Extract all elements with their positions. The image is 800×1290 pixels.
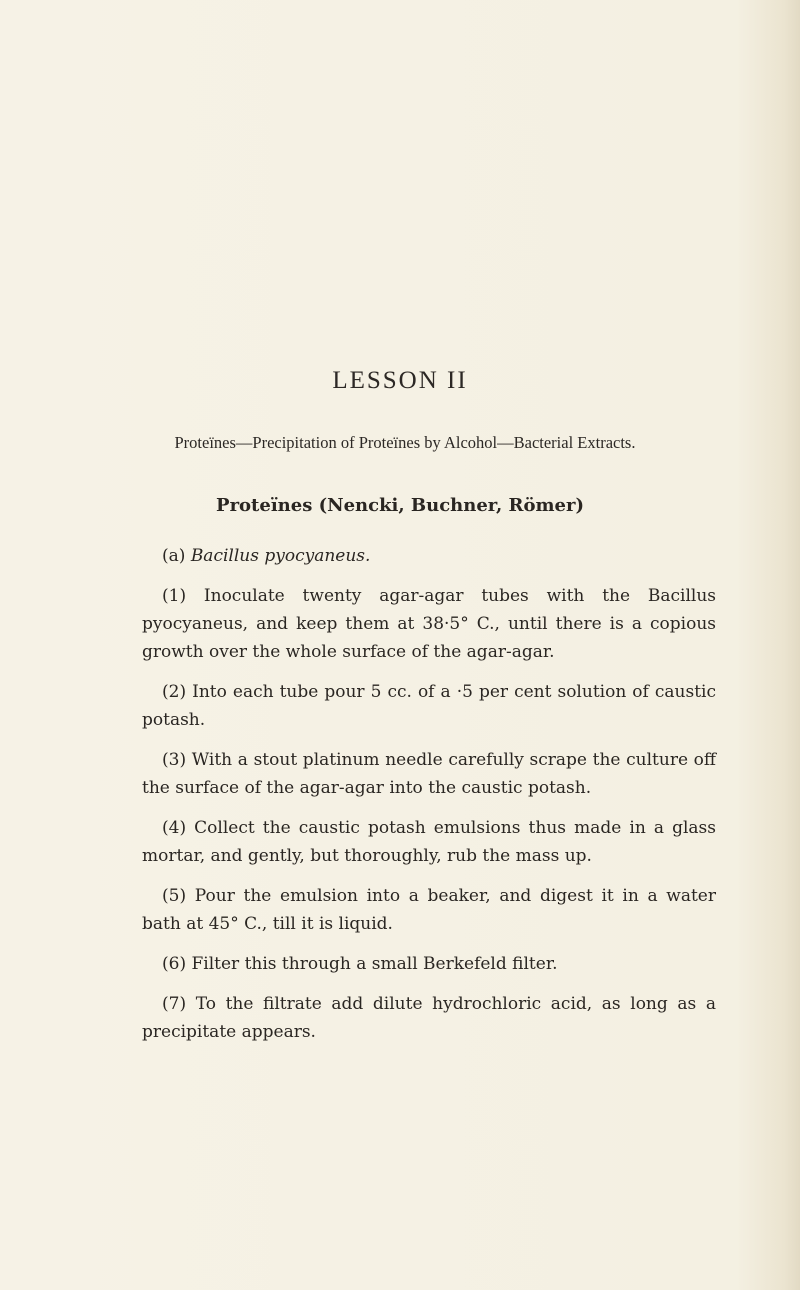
step-7: (7) To the filtrate add dilute hydrochloric acid, as long as a precipitate appears. (142, 994, 716, 1042)
lesson-subtitle: Proteïnes—Precipitation of Proteïnes by Alcohol—Bacterial Extracts. (174, 433, 636, 452)
step-2: (2) Into each tube pour 5 cc. of a ·5 per cent solution of caustic potash. (142, 682, 716, 730)
step-3: (3) With a stout platinum needle carefully scrape the culture off the surface of the agar-agar into the caustic potash. (142, 750, 716, 798)
step-5: (5) Pour the emulsion into a beaker, and digest it in a water bath at 45° C., till it is liquid. (142, 886, 716, 934)
section-heading: Proteïnes (Nencki, Buchner, Römer) (216, 495, 584, 516)
lesson-body (142, 542, 716, 1058)
lesson-title: LESSON II (332, 367, 468, 394)
step-4: (4) Collect the caustic potash emulsions thus made in a glass mortar, and gently, but thoroughly, rub the mass up. (142, 818, 716, 866)
subsection-marker: (a) (162, 546, 186, 566)
subsection-label (142, 542, 716, 570)
step-1: (1) Inoculate twenty agar-agar tubes with the Bacillus pyocyaneus, and keep them at 38·5° C., until there is a copious growth over the whole surface of the agar-agar. (142, 586, 716, 662)
step-6: (6) Filter this through a small Berkefeld filter. (162, 954, 558, 974)
subsection-name: Bacillus pyocyaneus. (190, 546, 371, 566)
